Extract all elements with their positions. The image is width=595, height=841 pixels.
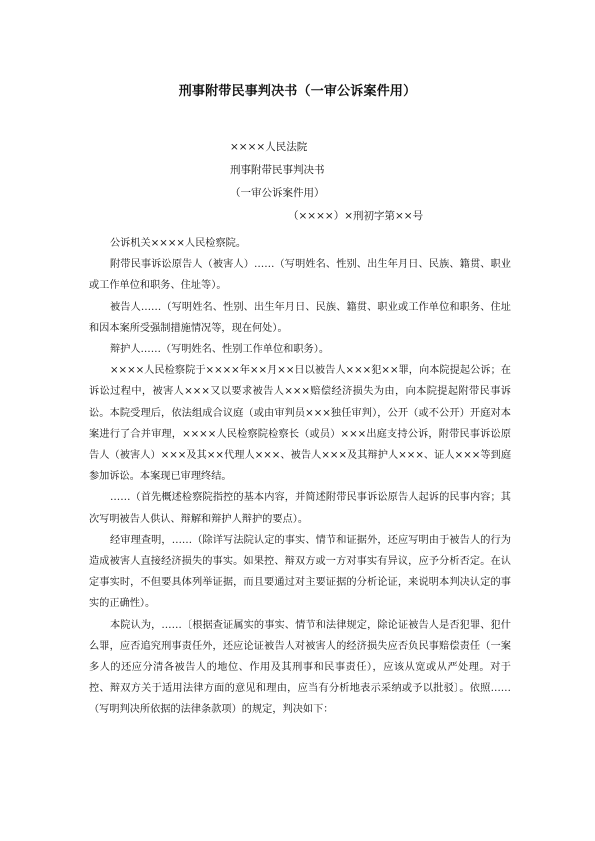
document-body (89, 233, 511, 721)
paragraph-facts: 经审理查明，……（除详写法院认定的事实、情节和证据外，还应写明由于被告人的行为造成被害人直接经济损失的事实。如果控、辩双方或一方对事实有异议，应予分析否定。在认定事实时，不但要具体列举证据，而且要通过对主要证据的分析论证，来说明本判决认定的事实的正确性）。 (89, 534, 511, 610)
document-title: 刑事附带民事判决书（一审公诉案件用） (178, 84, 417, 99)
case-number: （××××）×刑初字第××号 (288, 210, 424, 222)
paragraph-defendant: 被告人……（写明姓名、性别、出生年月日、民族、籍贯、职业或工作单位和职务、住址和因本案所受强制措施情况等，现在何处）。 (89, 301, 511, 334)
paragraph-procedure: ××××人民检察院于××××年××月××日以被告人×××犯××罪，向本院提起公诉；在诉讼过程中，被害人×××又以要求被告人×××赔偿经济损失为由，向本院提起附带民事诉讼。本院受理后，依法组成合议庭（或由审判员×××独任审判），公开（或不公开）开庭对本案进行了合并审理，××××人民检察院检察长（或员）×××出庭支持公诉，附带民事诉讼原告人（被害人）×××及其××代理人×××、被告人×××及其辩护人×××、证人×××等到庭参加诉讼。本案现已审理终结。 (89, 365, 511, 483)
paragraph-prosecutor: 公诉机关××××人民检察院。 (110, 238, 247, 249)
court-name: ××××人民法院 (230, 141, 308, 153)
document-type: 刑事附带民事判决书 (230, 164, 325, 176)
paragraph-opinion: 本院认为，……〔根据查证属实的事实、情节和法律规定，除论证被告人是否犯罪、犯什么罪，应否追究刑事责任外，还应论证被告人对被害人的经济损失应否负民事赔偿责任（一案多人的还应分清各被告人的地位、作用及其刑事和民事责任），应该从宽或从严处理。对于控、辩双方关于适用法律方面的意见和理由，应当有分析地表示采纳或予以批驳〕。依照……（写明判决所依据的法律条款项）的规定，判决如下： (89, 619, 511, 716)
paragraph-summary: ……（首先概述检察院指控的基本内容，并简述附带民事诉讼原告人起诉的民事内容；其次写明被告人供认、辩解和辩护人辩护的要点）。 (89, 492, 511, 525)
paragraph-defender: 辩护人……（写明姓名、性别工作单位和职务）。 (110, 344, 330, 356)
case-category: （一审公诉案件用） (230, 187, 325, 199)
paragraph-plaintiff: 附带民事诉讼原告人（被害人）……（写明姓名、性别、出生年月日、民族、籍贯、职业或工作单位和职务、住址等）。 (89, 259, 511, 292)
